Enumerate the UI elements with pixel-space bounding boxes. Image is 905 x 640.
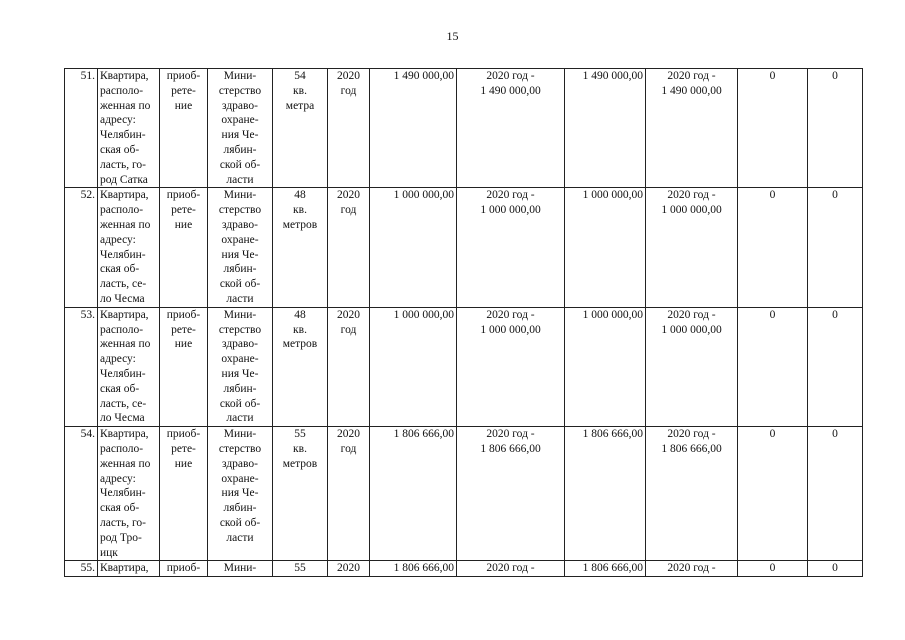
area: 55 кв. метров xyxy=(273,427,328,561)
responsible-ministry: Мини- стерство здраво- охране- ния Че- лябин- ской об- ласти xyxy=(208,307,273,426)
object-description: Квартира, располо- женная по адресу: Челябин- ская об- ласть, се- ло Чесма xyxy=(98,307,160,426)
year: 2020 год xyxy=(328,69,370,188)
action-type: приоб- рете- ние xyxy=(160,307,208,426)
table-row xyxy=(65,427,863,561)
table-row xyxy=(65,188,863,307)
table-row xyxy=(65,307,863,426)
year: 2020 год xyxy=(328,307,370,426)
year: 2020 xyxy=(328,561,370,577)
regional-by-year: 2020 год - 1 490 000,00 xyxy=(646,69,738,188)
page-number: 15 xyxy=(446,29,459,43)
row-number: 51. xyxy=(65,69,98,188)
column-b-value: 0 xyxy=(808,427,863,561)
total-amount: 1 000 000,00 xyxy=(370,307,457,426)
regional-amount: 1 806 666,00 xyxy=(565,427,646,561)
total-by-year: 2020 год - 1 490 000,00 xyxy=(457,69,565,188)
regional-amount: 1 490 000,00 xyxy=(565,69,646,188)
column-a-value: 0 xyxy=(738,427,808,561)
column-a-value: 0 xyxy=(738,307,808,426)
total-amount: 1 490 000,00 xyxy=(370,69,457,188)
responsible-ministry: Мини- xyxy=(208,561,273,577)
regional-by-year: 2020 год - 1 806 666,00 xyxy=(646,427,738,561)
row-number: 52. xyxy=(65,188,98,307)
column-b-value: 0 xyxy=(808,561,863,577)
column-a-value: 0 xyxy=(738,69,808,188)
area: 55 xyxy=(273,561,328,577)
property-table xyxy=(64,68,863,577)
responsible-ministry: Мини- стерство здраво- охране- ния Че- лябин- ской об- ласти xyxy=(208,427,273,561)
table-row xyxy=(65,561,863,577)
total-amount: 1 000 000,00 xyxy=(370,188,457,307)
object-description: Квартира, располо- женная по адресу: Челябин- ская об- ласть, го- род Тро- ицк xyxy=(98,427,160,561)
column-b-value: 0 xyxy=(808,188,863,307)
total-by-year: 2020 год - xyxy=(457,561,565,577)
row-number: 54. xyxy=(65,427,98,561)
total-amount: 1 806 666,00 xyxy=(370,561,457,577)
total-amount: 1 806 666,00 xyxy=(370,427,457,561)
object-description: Квартира, располо- женная по адресу: Челябин- ская об- ласть, го- род Сатка xyxy=(98,69,160,188)
total-by-year: 2020 год - 1 000 000,00 xyxy=(457,188,565,307)
area: 48 кв. метров xyxy=(273,307,328,426)
regional-amount: 1 806 666,00 xyxy=(565,561,646,577)
column-a-value: 0 xyxy=(738,561,808,577)
area: 48 кв. метров xyxy=(273,188,328,307)
row-number: 53. xyxy=(65,307,98,426)
action-type: приоб- рете- ние xyxy=(160,188,208,307)
year: 2020 год xyxy=(328,427,370,561)
row-number: 55. xyxy=(65,561,98,577)
regional-amount: 1 000 000,00 xyxy=(565,307,646,426)
regional-by-year: 2020 год - 1 000 000,00 xyxy=(646,188,738,307)
table-row xyxy=(65,69,863,188)
regional-by-year: 2020 год - xyxy=(646,561,738,577)
year: 2020 год xyxy=(328,188,370,307)
regional-by-year: 2020 год - 1 000 000,00 xyxy=(646,307,738,426)
object-description: Квартира, располо- женная по адресу: Челябин- ская об- ласть, се- ло Чесма xyxy=(98,188,160,307)
action-type: приоб- xyxy=(160,561,208,577)
area: 54 кв. метра xyxy=(273,69,328,188)
responsible-ministry: Мини- стерство здраво- охране- ния Че- лябин- ской об- ласти xyxy=(208,188,273,307)
column-a-value: 0 xyxy=(738,188,808,307)
total-by-year: 2020 год - 1 000 000,00 xyxy=(457,307,565,426)
responsible-ministry: Мини- стерство здраво- охране- ния Че- лябин- ской об- ласти xyxy=(208,69,273,188)
action-type: приоб- рете- ние xyxy=(160,69,208,188)
action-type: приоб- рете- ние xyxy=(160,427,208,561)
column-b-value: 0 xyxy=(808,307,863,426)
object-description: Квартира, xyxy=(98,561,160,577)
regional-amount: 1 000 000,00 xyxy=(565,188,646,307)
total-by-year: 2020 год - 1 806 666,00 xyxy=(457,427,565,561)
column-b-value: 0 xyxy=(808,69,863,188)
